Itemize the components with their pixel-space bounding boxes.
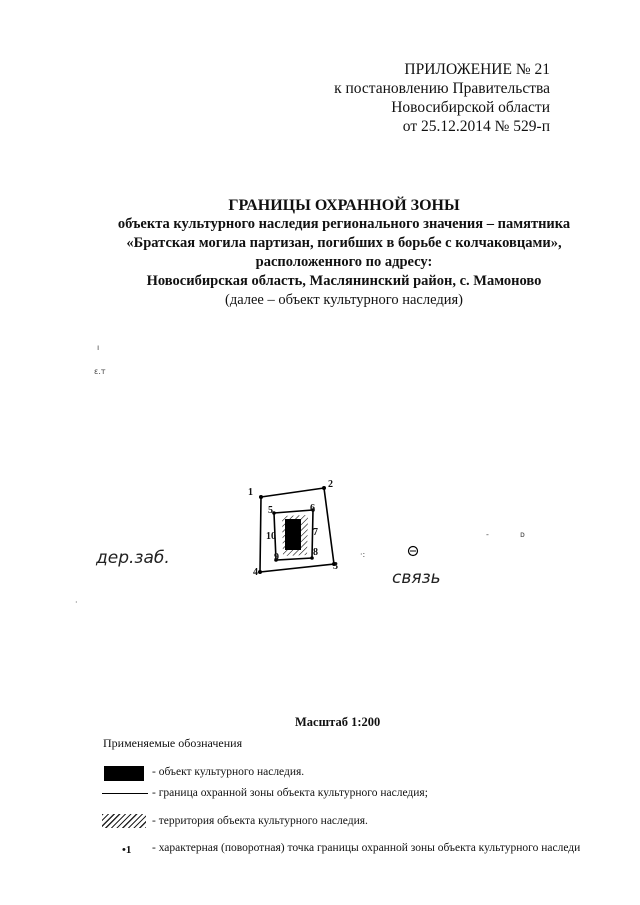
map-label-right: связь <box>392 568 441 588</box>
heritage-object <box>285 519 301 550</box>
point-label: 4 <box>253 567 258 578</box>
scan-speck: - <box>486 530 489 539</box>
appendix-header <box>290 60 550 136</box>
scan-speck: ᴅ <box>520 530 525 539</box>
point-label: 6 <box>310 503 315 514</box>
point-label: 2 <box>328 479 333 490</box>
title-line-1: объекта культурного наследия регионального значения – памятника <box>117 216 571 232</box>
title-line-4: Новосибирская область, Маслянинский район, с. Мамоново <box>146 273 542 289</box>
scan-speck: ·: <box>360 550 366 559</box>
title-heading: ГРАНИЦЫ ОХРАННОЙ ЗОНЫ <box>228 197 460 214</box>
point-label: 10 <box>266 531 276 542</box>
point-label: 8 <box>313 547 318 558</box>
legend-text: - территория объекта культурного наследия. <box>152 815 368 827</box>
title-line-3: расположенного по адресу: <box>255 254 433 270</box>
legend-heading: Применяемые обозначения <box>103 736 243 750</box>
scan-speck: ɛ.т <box>94 367 106 376</box>
hatch-pattern-icon <box>102 814 146 828</box>
appendix-number: ПРИЛОЖЕНИЕ № 21 <box>404 61 550 78</box>
point-label: 9 <box>274 552 279 563</box>
scan-speck: · <box>75 598 78 607</box>
boundary-line-icon <box>102 793 148 794</box>
appendix-decree: к постановлению Правительства <box>334 80 550 97</box>
legend-text: - граница охранной зоны объекта культурного наследия; <box>152 787 428 799</box>
appendix-date: от 25.12.2014 № 529-п <box>402 118 550 135</box>
appendix-region: Новосибирской области <box>391 99 550 116</box>
scan-speck: ı <box>97 343 100 352</box>
legend-text: - объект культурного наследия. <box>152 766 305 778</box>
legend-text: - характерная (поворотная) точка границы охранной зоны объекта культурного наследи <box>152 842 581 854</box>
point-label: 5 <box>268 505 273 516</box>
map-scale: Масштаб 1:200 <box>295 715 381 729</box>
point-marker-icon: •1 <box>122 844 132 856</box>
point-label: 3 <box>333 561 338 572</box>
point-label: 7 <box>313 527 318 538</box>
point-label: 1 <box>248 487 253 498</box>
map-landmark-icon <box>406 544 420 558</box>
document-title <box>0 196 640 310</box>
map-label-left: дер.заб. <box>96 548 170 568</box>
title-line-2: «Братская могила партизан, погибших в борьбе с колчаковцами», <box>126 235 562 251</box>
title-line-5: (далее – объект культурного наследия) <box>224 292 463 308</box>
object-symbol-icon <box>104 766 144 781</box>
